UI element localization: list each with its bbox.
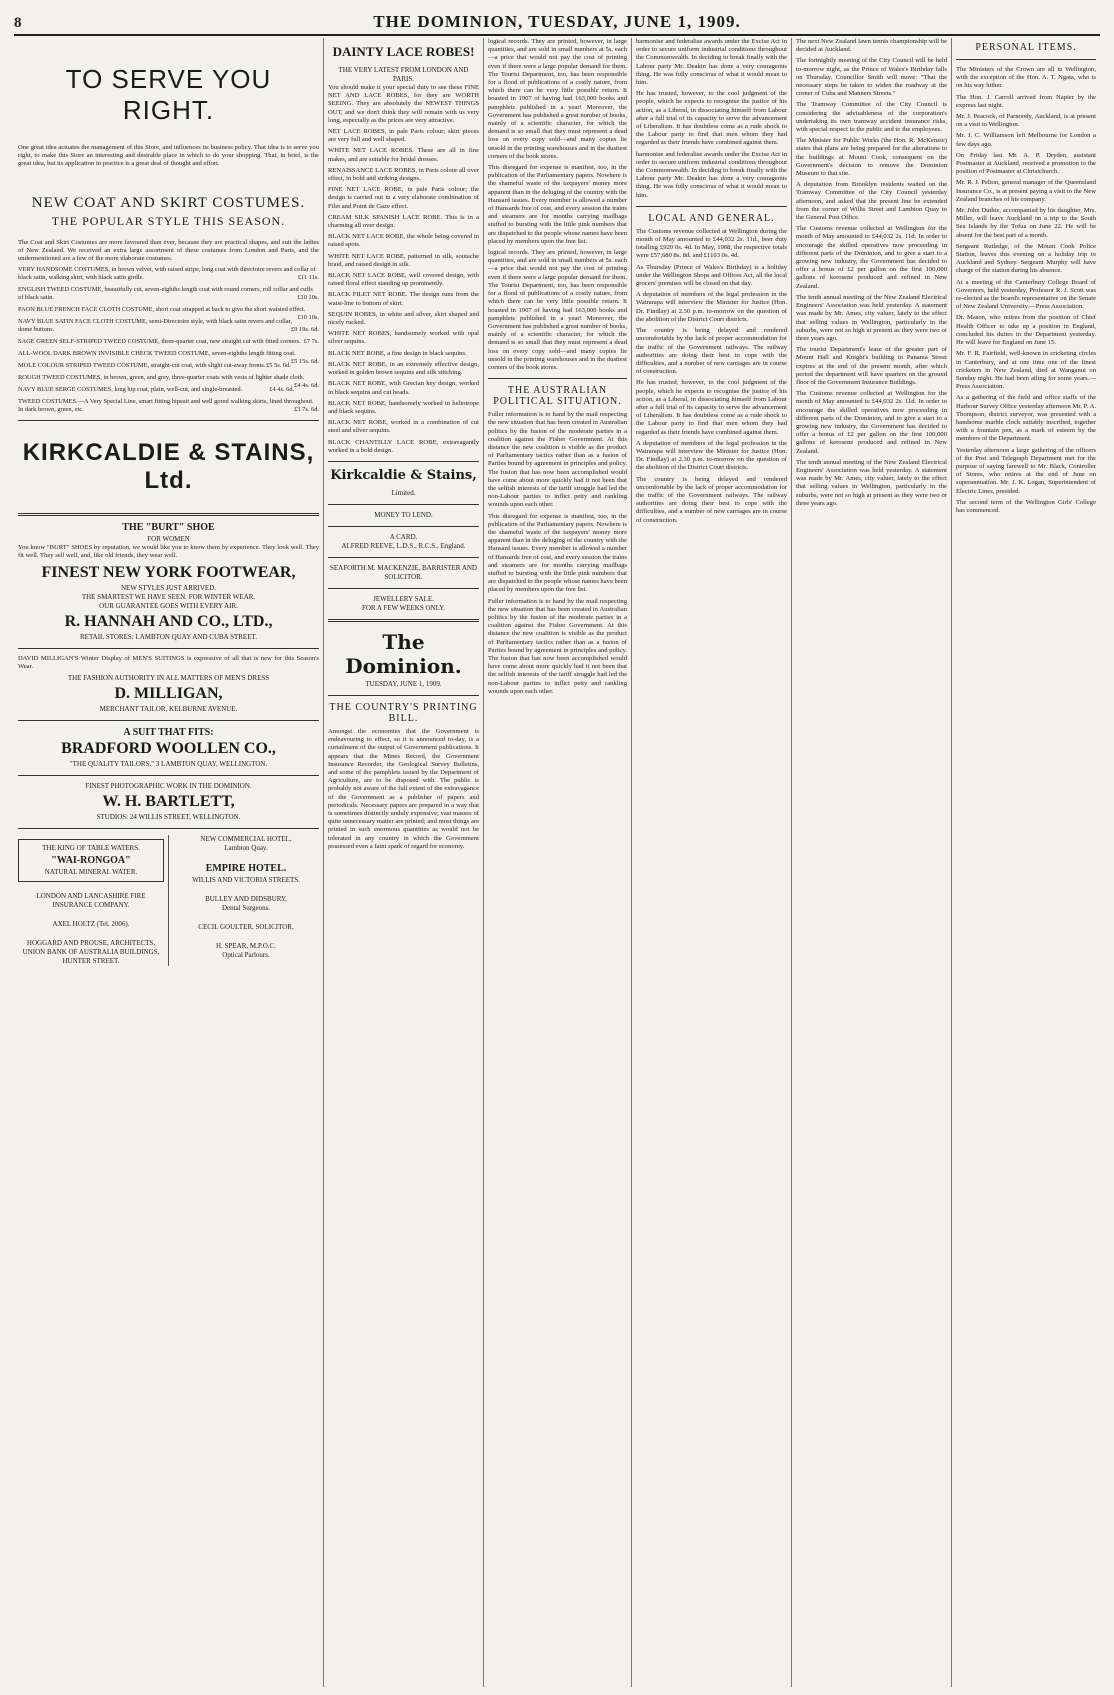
robe-item: WHITE NET ROBES, handsomely worked with opal silver sequins. [328, 330, 479, 346]
lace-title: DAINTY LACE ROBES! [332, 44, 475, 59]
costume-item: MOLE COLOUR STRIPED TWEED COSTUME, straight-cut coat, with slight cut-away fronts. £5 5s. 6d. [18, 362, 291, 370]
column-local-general: harmonise and federalise awards under the Excise Act in order to secure uniform industrial conditions throughout the Commonwealth. In deciding to break finally with the Labour party Mr. Deakin has done a very courageous thing. He was fully conscious of what it would mean to him. He has trusted, however, to the cool judgment of the people, which he expects to recognise the justice of his action, as a Liberal, in dissociating himself from Labour after a full trial of its capacity to serve the advancement of Liberalism. It has doubtless come as a rude shock to the Labour party to find that men whom they had regarded as their friends have combined against them. harmonise and federalise awards under the Excise Act in order to secure uniform industrial conditions throughout the Commonwealth. In deciding to break finally with the Labour party Mr. Deakin has done a very courageous thing. He was fully conscious of what it would mean to him. LOCAL AND GENERAL. The Customs revenue collected at Wellington during the month of May amounted to £44,032 2s. 11d., beer duty totalling £920 0s. 4d. In May, 1908, the respective totals were £57,680 8s. 8d. and £1103 0s. 4d. As Thursday (Prince of Wales's Birthday) is a holiday under the Wellington Shops and Offices Act, all the local grocers' premises will be closed on that day. A deputation of members of the legal profession in the Wairarapa will interview the Minister for Justice (Hon. Dr. Findlay) at 2.30 p.m. to-morrow on the question of the abolition of the District Court districts. The country is being delayed and rendered uncomfortable by the lack of proper accommodation for the traffic of the Government railways. The railway authorities are doing their best to cope with the difficulties, and a number of new carriages are in course of construction. He has trusted, however, to the cool judgment of the people, which he expects to recognise the justice of his action, as a Liberal, in dissociating himself from Labour after a full trial of its capacity to serve the advancement of Liberalism. It has doubtless come as a rude shock to the Labour party to find that men whom they had regarded as their friends have combined against them. A deputation of members of the legal profession in the Wairarapa will interview the Minister for Justice (Hon. Dr. Findlay) at 2.30 p.m. to-morrow on the question of the abolition of the District Court districts. The country is being delayed and rendered uncomfortable by the lack of proper accommodation for the traffic of the Government railways. The railway authorities are doing their best to cope with the difficulties, and a number of new carriages are in course of construction. [632, 38, 792, 1687]
costume-item: ENGLISH TWEED COSTUME, beautifully cut, seven-eighths length coat with round corners, roll collar and cuffs of black satin. £10 10s. [18, 286, 319, 302]
dominion-date: TUESDAY, JUNE 1, 1909. [365, 679, 442, 688]
robe-item: BLACK CHANTILLY LACE ROBE, extravagantly worked in a bold design. [328, 438, 479, 454]
empire-hotel-ad: EMPIRE HOTEL. [205, 863, 287, 875]
costume-item: VERY HANDSOME COSTUMES, in brown velvet, with raised stripe, long coat with directoire revers and collar of black satin, walking skirt, with black satin girdle. £11 11s. [18, 266, 319, 282]
article-text: Amongst the economies that the Government is endeavouring to effect, so it is announced to-day, is a curtailment of the output of Government publications. It appears that the Mines Record, the Government Insurance Recorder, the Geological Survey Bulletins, and some of the pamphlets issued by the Department of Agriculture, are to be disposed with. The public is probably not aware of the full extent of the extravagance of the Government as a publisher of papers and periodicals. Necessary papers are prepared in a way that is sometimes distinctly unduly expensive; vast masses of quite unnecessary matter are printed; and most things are printed in such enormous quantities as would not be tolerated in any country in which the Government possessed even a faint spark of regard for economy. [328, 727, 479, 850]
axel-ad: AXEL HOLTZ (Tel. 2006). [52, 920, 130, 929]
robe-item: BLACK NET ROBE, worked in a combination of cut steel and silver sequins. [328, 419, 479, 435]
firm-name: KIRKCALDIE & STAINS, Ltd. [22, 439, 315, 495]
column-news: The next New Zealand lawn tennis championship will be decided at Auckland. The fortnightly meeting of the City Council will be held to-morrow night, as the Prince of Wales's Birthday falls on Thursday. Councillor Smith will move: "That the necessary steps be taken to widen the roadway at the corner of Cuba and Manners Streets." The Tramway Committee of the City Council is considering the advisableness of the corporation's undertaking its own tramway accident insurance risks, with special respect to the public and to the employees. The Minister for Public Works (the Hon. R. McKenzie) states that plans are being prepared for the alterations to the buildings at Mount Cook, consequent on the Government's decision to remove the Dominion Museum to that site. A deputation from Brooklyn residents waited on the Tramway Committee of the City Council yesterday afternoon, and asked that the present line be extended from the corner of Willis Street and Lambton Quay to the General Post Office. The Customs revenue collected at Wellington for the month of May amounted to £44,032 2s. 11d. In order to encourage the skilled operatives now proceeding in different parts of the Dominion, and to give a start to a growing new industry, the Government has decided to offer a bonus of £2 per gallon on the first 100,000 gallons of kerosene produced and refined in New Zealand. The tenth annual meeting of the New Zealand Electrical Engineers' Association was held yesterday. A statement was made by Mr. Ames, city valuer, lately to the effect that selling values in Wellington, particularly in the suburbs, were not so high at present as they were two or three years ago. The tourist Department's lease of the greater part of Mount Hall and Knight's building in Panama Street expires at the end of the present month, after which period the department will have quarters on the ground floor of the Government Insurance Buildings. The Customs revenue collected at Wellington for the month of May amounted to £44,032 2s. 11d. In order to encourage the skilled operatives now proceeding in different parts of the Dominion, and to give a start to a growing new industry, the Government has decided to offer a bonus of £2 per gallon on the first 100,000 gallons of kerosene produced and refined in New Zealand. The tenth annual meeting of the New Zealand Electrical Engineers' Association was held yesterday. A statement was made by Mr. Ames, city valuer, lately to the effect that selling values in Wellington, particularly in the suburbs, were not so high at present as they were two or three years ago. [792, 38, 952, 1687]
robe-item: SEQUIN ROBES, in white and silver, skirt shaped and nicely rucked. [328, 310, 479, 327]
hotel-ad: NEW COMMERCIAL HOTEL, [200, 835, 292, 844]
column-lace-robes: DAINTY LACE ROBES! THE VERY LATEST FROM LONDON AND PARIS. You should make it your special duty to see these FINE NET AND LACE ROBES, for they are WORTH SEEING. They are absolutely the NEWEST THINGS OUT, and we don't think they will remain with us very long, especially as the prices are very attractive. NET LACE ROBES, in pale Paris colour; skirt pieces are very full and well shaped. WHITE NET LACE ROBES. These are all in fine makes, and are suitable for bridal dresses. RENAISSANCE LACE ROBES, in Paris colour all over effect, in bold and striking designs. FINE NET LACE ROBE, in pale Paris colour; the design is carried out in a very elaborate combination of Filet and Point de Gaze effect. CREAM SILK SPANISH LACE ROBE. This is in a charming all over design. BLACK NET LACE ROBE, the whole being covered in raised spots. WHITE NET LACE ROBE, patterned in silk, soutache braid, and raised design in silk. BLACK NET LACE ROBE, well covered design, with raised floral effect standing up prominently. BLACK FILET NET ROBE. The design runs from the waist-line to bottom of skirt. SEQUIN ROBES, in white and silver, skirt shaped and nicely rucked. WHITE NET ROBES, handsomely worked with opal silver sequins. BLACK NET ROBE, a fine design in black sequins. BLACK NET ROBE, in an extremely effective design, worked in golden brown sequins and silk stitching. BLACK NET ROBE, with Grecian key design, worked in black sequins and cut beads. BLACK NET ROBE, handsomely worked in heliotrope and black sequins. BLACK NET ROBE, worked in a combination of cut steel and silver sequins. BLACK CHANTILLY LACE ROBE, extravagantly worked in a bold design. Kirkcaldie & Stains, Limited. MONEY TO LEND. A CARD. ALFRED REEVE, L.D.S., R.C.S., England. SEAFORTH M. MACKENZIE, BARRISTER AND SOLICITOR. JEWELLERY SALE. FOR A FEW WEEKS ONLY. The Dominion. TUESDAY, JUNE 1, 1909. THE COUNTRY'S PRINTING BILL. Amongst the economies that the Government is endeavouring to effect, so it is announced to-day, is a curtailment of the output of Government publications. It appears that the Mines Record, the Government Insurance Recorder, the Geological Survey Bulletins, and some of the pamphlets issued by the Department of Agriculture, are to be disposed with. The public is probably not aware of the full extent of the extravagance of the Government as a publisher of papers and periodicals. Necessary papers are prepared in a way that is sometimes distinctly unduly expensive; vast masses of quite unnecessary matter are printed; and most things are printed in such enormous quantities as would not be tolerated in any country in which the Government possessed even a faint spark of regard for economy. [324, 38, 484, 1687]
hoggard-ad: HOGGARD AND PROUSE, ARCHITECTS, UNION BANK OF AUSTRALIA BUILDINGS, HUNTER STREET. [22, 939, 160, 966]
dominion-title: The Dominion. [345, 629, 462, 678]
bulley-ad: BULLEY AND DIDSBURY, [205, 895, 287, 904]
money-ad: MONEY TO LEND. [374, 510, 433, 519]
robe-item: BLACK NET ROBE, a fine design in black sequins. [328, 349, 467, 357]
burt-shoe-ad: THE "BURT" SHOE FOR WOMEN You know "BURT" SHOES by reputation, we would like you to know them by experience. They look well. They fit well. They sell well, and, like old friends, they wear well. FINEST NEW YORK FOOTWEAR, NEW STYLES JUST ARRIVED. THE SMARTEST WE HAVE SEEN. FOR WINTER WEAR. OUR GUARANTEE GOES WITH EVERY AIR. R. HANNAH AND CO., LTD., RETAIL STORES: LAMBTON QUAY AND CUBA STREET. [18, 522, 319, 641]
bradford-ad: A SUIT THAT FITS: BRADFORD WOOLLEN CO., "THE QUALITY TAILORS." 3 LAMBTON QUAY, WELLINGTON. [61, 727, 276, 769]
costume-item: PAON BLUE FRENCH FACE CLOTH COSTUME, short coat strapped at back to give the short waisted effect. £10 10s. [18, 306, 319, 322]
robe-item: BLACK NET LACE ROBE, the whole being covered in raised spots. [328, 233, 479, 249]
masthead [14, 10, 1100, 36]
robe-item: NET LACE ROBES, in pale Paris colour; skirt pieces are very full and well shaped. [328, 128, 479, 144]
article-title: THE COUNTRY'S PRINTING BILL. [329, 701, 478, 724]
columns [14, 38, 1100, 1687]
insurance-ad: LONDON AND LANCASHIRE FIRE INSURANCE COMPANY. [36, 892, 146, 910]
milligan-ad: DAVID MILLIGAN'S Winter Display of MEN'S SUITINGS is expressive of all that is new for this Season's Wear. THE FASHION AUTHORITY IN ALL MATTERS OF MEN'S DRESS D. MILLIGAN, MERCHANT TAILOR, KELBURNE AVENUE. [18, 654, 319, 714]
column-editorial: logical records. They are printed, however, in large quantities, and are sold in small numbers at 5s. each—a price that would not pay the cost of printing even if there were a large popular demand for them. The Tourist Department, too, has been responsible for a flood of publications of a costly nature, from which there can be very little possible return. It boasted in 1907 of having had 163,000 books and pamphlets published in a year! Moreover, the Government has published a great number of books, mainly of a scientific character, for which the demand is so small that they must represent a dead loss on every copy sold—and many copies lie unsold in the printing warehouses and in the dustiest corners of the book stores. This disregard for expense is manifest, too, in the publication of the Parliamentary papers. Nowhere is the shameful waste of the taxpayers' money more apparent than in the deluging of the country with the Hansard issues. Every member is allowed a number of Hansards free of cost, and every session the trains and steamers are for months carrying mailbags stuffed to bursting with the little pink numbers that are dispatched to the people whose names have been placed by members upon the free list. logical records. They are printed, however, in large quantities, and are sold in small numbers at 5s. each—a price that would not pay the cost of printing even if there were a large popular demand for them. The Tourist Department, too, has been responsible for a flood of publications of a costly nature, from which there can be very little possible return. It boasted in 1907 of having had 163,000 books and pamphlets published in a year! Moreover, the Government has published a great number of books, mainly of a scientific character, for which the demand is so small that they must represent a dead loss on every copy sold—and many copies lie unsold in the printing warehouses and in the dustiest corners of the book stores. THE AUSTRALIAN POLITICAL SITUATION. Fuller information is to hand by the mail respecting the new situation that has been created in Australian politics by the fusion of the moderate parties in a coalition against the Fisher Government. At this distance the new coalition is visible as the product of Parliamentary tactics rather than as a fusion of Parties bound by agreement in principles and policy. The fusion that has now been accomplished would have come about more quickly had it not been that the selfish interests of the tariff struggle had led the non-Labour parties to inflict petty and rankling wounds upon each other. This disregard for expense is manifest, too, in the publication of the Parliamentary papers. Nowhere is the shameful waste of the taxpayers' money more apparent than in the deluging of the country with the Hansard issues. Every member is allowed a number of Hansards free of cost, and every session the trains and steamers are for months carrying mailbags stuffed to bursting with the little pink numbers that are dispatched to the people whose names have been placed by members upon the free list. Fuller information is to hand by the mail respecting the new situation that has been created in Australian politics by the fusion of the moderate parties in a coalition against the Fisher Government. At this distance the new coalition is visible as the product of Parliamentary tactics rather than as a fusion of Parties bound by agreement in principles and policy. The fusion that has now been accomplished would have come about more quickly had it not been that the selfish interests of the tariff struggle had led the non-Labour parties to inflict petty and rankling wounds upon each other. [484, 38, 632, 1687]
local-title: LOCAL AND GENERAL. [648, 212, 775, 224]
costume-item: ROUGH TWEED COSTUMES, in brown, green, and grey, three-quarter coats with vests of lighter shade cloth. £4 4s. 6d. [18, 374, 319, 390]
robe-item: RENAISSANCE LACE ROBES, in Paris colour all over effect, in bold and striking designs. [328, 166, 479, 183]
card-ad: A CARD. [389, 532, 418, 541]
jewellery-ad: JEWELLERY SALE. [373, 594, 434, 603]
water-ad: THE KING OF TABLE WATERS. "WAI-RONGOA" NATURAL MINERAL WATER. [18, 839, 164, 882]
costumes-title: NEW COAT AND SKIRT COSTUMES. [31, 194, 306, 211]
costume-list [18, 266, 319, 414]
costumes-subtitle: THE POPULAR STYLE THIS SEASON. [51, 213, 286, 228]
serve-text: One great idea actuates the management of this Store, and influences its business policy. That idea is to serve you right, to make this Store an interesting and desirable place in which to do your shopping. That, in brief, is the great idea, but its application in practice is a great deal of thought and effort. [18, 144, 319, 168]
robe-item: BLACK NET ROBE, in an extremely effective design, worked in golden brown sequins and silk stitching. [328, 360, 479, 377]
bartlett-ad: FINEST PHOTOGRAPHIC WORK IN THE DOMINION. W. H. BARTLETT, STUDIOS: 24 WILLIS STREET, WELLINGTON. [85, 782, 252, 822]
costume-item: NAVY BLUE SATIN FACE CLOTH COSTUME, semi-Directoire style, with black satin revers and collar, dome buttons. £9 19s. 6d. [18, 318, 319, 334]
spear-ad: H. SPEAR, M.P.O.C. [216, 942, 276, 951]
robe-item: BLACK NET LACE ROBE, well covered design, with raised floral effect standing up prominently. [328, 272, 479, 288]
robe-item: CREAM SILK SPANISH LACE ROBE. This is in a charming all over design. [328, 213, 479, 230]
personal-title: PERSONAL ITEMS. [975, 42, 1077, 53]
costume-item: SAGE GREEN SELF-STRIPED TWEED COSTUME, three-quarter coat, new straight cut with fitted corners. £7 7s. [18, 338, 319, 346]
masthead-title: THE DOMINION, TUESDAY, JUNE 1, 1909. [373, 12, 741, 31]
robe-item: BLACK NET ROBE, with Grecian key design, worked in black sequins and cut beads. [328, 380, 479, 396]
firm-name-2: Kirkcaldie & Stains, [330, 467, 477, 483]
political-title: THE AUSTRALIAN POLITICAL SITUATION. [493, 385, 622, 408]
seaforth-ad: SEAFORTH M. MACKENZIE, BARRISTER AND SOLICITOR. [330, 563, 477, 581]
costume-item: NAVY BLUE SERGE COSTUMES, long hip coat, plain, well-cut, and single-breasted. £4 4s. 6d. [18, 386, 295, 394]
robe-item: BLACK NET ROBE, handsomely worked in heliotrope and black sequins. [328, 399, 479, 415]
hannah-name: R. HANNAH AND CO., LTD., [64, 612, 273, 630]
costume-item: ALL-WOOL DARK BROWN INVISIBLE CHECK TWEED COSTUME, seven-eighths length fitting coat. £5 15s. 6d. [18, 350, 319, 366]
robe-item: FINE NET LACE ROBE, in pale Paris colour; the design is carried out in a very elaborate combination of Filet and Point de Gaze effect. [328, 186, 479, 210]
costume-item: TWEED COSTUMES.—A Very Special Line, smart fitting hipsuit and well gored walking skirts, lined throughout. In dark brown, green, etc. £3 7s. 6d. [18, 398, 319, 414]
robe-item: WHITE NET LACE ROBES. These are all in fine makes, and are suitable for bridal dresses. [328, 147, 479, 163]
robe-item: BLACK FILET NET ROBE. The design runs from the waist-line to bottom of skirt. [328, 291, 479, 307]
serve-title: TO SERVE YOU RIGHT. [65, 64, 272, 125]
goulter-ad: CECIL GOULTER, SOLICITOR, [198, 923, 294, 932]
column-advertisements [14, 38, 324, 1687]
costumes-intro: The Coat and Skirt Costumes are more favoured than ever, because they are practical shapes, and suit the ladies of New Zealand. We received an extra large assortment of these costumes from London and Paris, and the undermentioned are a few of the more elaborate costumes. [18, 238, 319, 263]
small-ads: THE KING OF TABLE WATERS. "WAI-RONGOA" NATURAL MINERAL WATER. LONDON AND LANCASHIRE FIRE INSURANCE COMPANY. AXEL HOLTZ (Tel. 2006). HOGGARD AND PROUSE, ARCHITECTS, UNION BANK OF AUSTRALIA BUILDINGS, HUNTER STREET. NEW COMMERCIAL HOTEL, Lambton Quay. EMPIRE HOTEL. WILLIS AND VICTORIA STREETS. BULLEY AND DIDSBURY, Dental Surgeons. CECIL GOULTER, SOLICITOR, H. SPEAR, M.P.O.C. Optical Parlours. [18, 835, 319, 966]
robe-item: WHITE NET LACE ROBE, patterned in silk, soutache braid, and raised design in silk. [328, 252, 479, 268]
column-personal-items: PERSONAL ITEMS. The Ministers of the Crown are all in Wellington, with the exception of the Hon. A. T. Ngata, who is on his way hither. The Hon. J. Carroll arrived from Napier by the express last night. Mr. J. Peacock, of Parnoody, Auckland, is at present on a visit to Wellington. Mr. J. C. Williamson left Melbourne for London a few days ago. On Friday last Mr. A. P. Dryden, assistant Postmaster at Auckland, received a promotion to the position of Postmaster at Christchurch. Mr. R. J. Pelton, general manager of the Queensland Insurance Co., is at present paying a visit to the New Zealand branches of his company. Mr. John Duthie, accompanied by his daughter, Mrs. Miller, will leave Auckland on a trip to the South Sea Islands by the Tofua on June 22. He will be absent for the best part of a month. Sergeant Rutledge, of the Mount Cook Police Station, leaves this evening on a holiday trip to Auckland and Sydney. Sergeant Murphy will have charge of the station during his absence. At a meeting of the Canterbury College Board of Governors, held yesterday, Professor R. J. Scott was re-elected as the board's representative on the Senate of New Zealand University.—Press Association. Dr. Mason, who retires from the position of Chief Health Officer to take up a position in England, concluded his duties in the Department yesterday. He will leave for England on June 15. Mr. F. R. Fairfield, well-known in cricketing circles in Canterbury, and at one time one of the finest cricketers in New Zealand, died at Wanganui on Sunday night. He had been ailing for some years.—Press Association. As a gathering of the field and office staffs of the Harbour Survey Office yesterday afternoon Mr. P. A. Thompson, district surveyor, was presented with a handsome marble clock suitably inscribed, together with a fountain pen, as a mark of esteem by the members of the Department. Yesterday afternoon a large gathering of the officers of the Post and Telegraph Department met for the purpose of saying farewell to Mr. Black, Controller of Stores, who retires at the end of June on superannuation. Mr. J. K. Logan, Superintendent of Electric Lines, presided. The second term of the Wellington Girls' College has commenced. [956, 42, 1096, 514]
page-number: 8 [14, 15, 22, 31]
